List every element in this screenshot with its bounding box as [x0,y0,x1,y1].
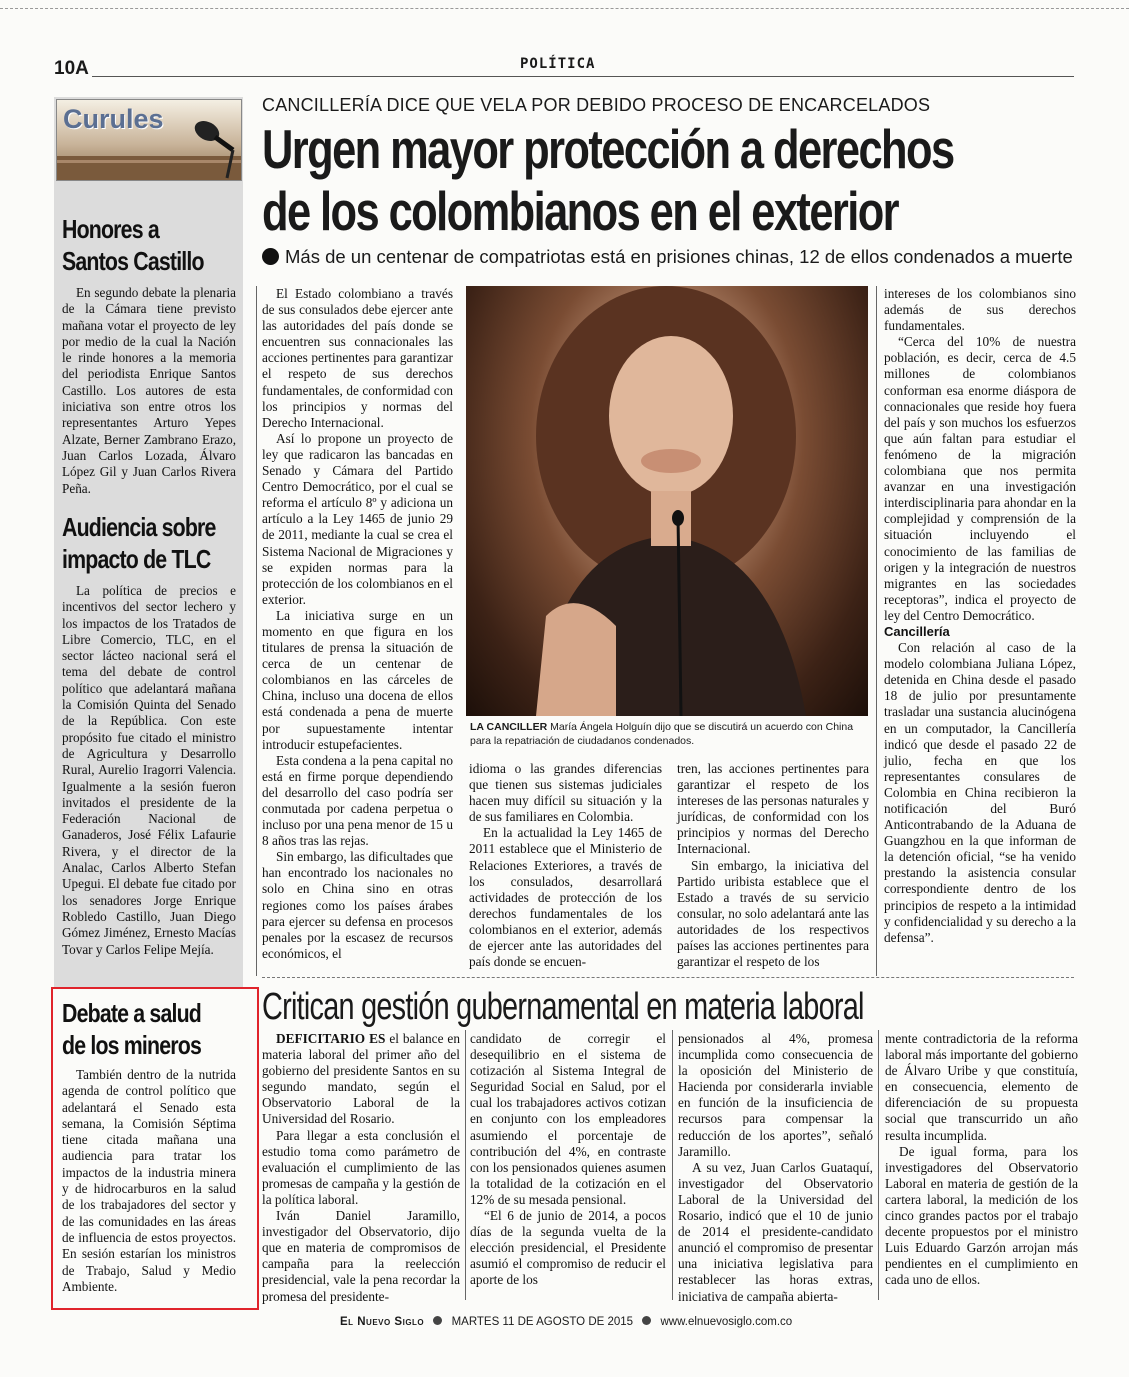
paragraph: candidato de corregir el desequilibrio en el sistema de cotización al Sistema Integral de Seguridad Social en Salud, por el cual los trabajadores activos cotizan en conjunto con los empleadores asumiendo el porcentaje de contribución del 4%, en contraste con los pensionados quienes asumen la totalidad de la cotización en el 12% de su mesada pensional. [470,1031,666,1207]
column-divider [878,1030,879,1300]
article-column [677,761,869,970]
article-column [884,286,1076,946]
paragraph: El Estado colombiano a través de sus consulados debe ejercer ante las autoridades del país donde se encuentren sus connacionales las acciones pertinentes para garantizar el respeto de sus derechos fundamentales, de conformidad con los principios y normas del Derecho Internacional. [262,286,453,430]
paragraph: Sin embargo, la iniciativa del Partido uribista establece que el Estado a través de su servicio consular, no solo adelantará ante las autoridades de los respectivos países las acciones pertinentes para garantizar el respeto de los [677,857,869,970]
top-cut-line [0,8,1129,9]
paragraph: pensionados al 4%, promesa incumplida como consecuencia de la oposición del Ministerio de Hacienda por considerarla inviable en función de la insuficiencia de recursos para compensar la reducción de los aportes”, señaló Jaramillo. [678,1031,873,1159]
paragraph: intereses de los colombianos sino además de sus derechos fundamentales. [884,286,1076,334]
bullet-icon [433,1316,442,1325]
paragraph: “El 6 de junio de 2014, a pocos días de la segunda vuelta de la elección presidencial, el Presidente asumió el compromiso de reducir el aporte de los [470,1208,666,1288]
paragraph: Sin embargo, las dificultades que han encontrado los nacionales no solo en China sino en otras regiones como los países árabes para ejercer su defensa en procesos penales por la escasez de recursos económicos, el [262,849,453,961]
paragraph: De igual forma, para los investigadores del Observatorio Laboral en materia de gestión de la cartera laboral, la medición de los cinco grandes pactos por el trabajo decente propuestos por el ministro Luis Eduardo Garzón arrojan más pendientes en el cumplimiento en cada uno de ellos. [885,1143,1078,1288]
microphone-icon [57,100,242,181]
headline-line: de los colombianos en el exterior [262,180,899,242]
footer-brand: El Nuevo Siglo [340,1316,425,1328]
sidebar-item [62,511,236,958]
column-divider [465,1030,466,1300]
paragraph: tren, las acciones pertinentes para garantizar el respeto de los intereses de las personas naturales y jurídicas, de conformidad con los principios y normas del Derecho Internacional. [677,761,869,857]
column-divider [256,286,257,976]
curules-logo-text: Curules [63,104,164,134]
paragraph: A su vez, Juan Carlos Guataquí, investigador del Observatorio Laboral de la Universidad del Rosario, indicó que el 10 de junio de 2014 el presidente-candidato anunció el compromiso de presentar una iniciativa legislativa para restablecer las horas extras, iniciativa de campaña abierta- [678,1159,873,1304]
paragraph: Iván Daniel Jaramillo, investigador del Observatorio, dijo que en materia de compromisos de campaña para la reelección presidencial, vale la pena recordar la promesa del presidente- [262,1208,460,1304]
sidebar-item-title: impacto de TLC [62,544,211,574]
sidebar-item-title: Santos Castillo [62,246,204,276]
header-rule [92,76,1074,77]
footer-url: www.elnuevosiglo.com.co [660,1316,793,1328]
article-column [470,1031,666,1289]
section-title: POLÍTICA [520,56,596,72]
paragraph: Así lo propone un proyecto de ley que radicaron las bancadas en Senado y Cámara del Partido Centro Democrático, por el cual se reforma el artículo 8º y adiciona un artículo a la Ley 1465 de junio 29 de 2011, mediante la cual se crea el Sistema Nacional de Migraciones y se expiden normas para la protección de los colombianos en el exterior. [262,430,453,607]
paragraph: “Cerca del 10% de nuestra población, es decir, cerca de 4.5 millones de colombianos conforman esa enorme diáspora de connacionales que reside hoy fuera del país y son muchos los esfuerzos que aún faltan para estudiar el fenómeno de la migración colombiana que nos permita avanzar en una investigación interdisciplinaria para ahondar en la complejidad y comprensión de la situación incluyendo el conocimiento de las familias de origen y la integración de nuestros migrantes en las sociedades receptoras”, indica el proyecto de ley del Centro Democrático. [884,334,1076,623]
caption-text: María Ángela Holguín dijo que se discutirá un acuerdo con China para la repatriación de ciudadanos condenados. [470,721,854,747]
paragraph: Para llegar a esta conclusión el estudio toma como parámetro de evaluación el cumplimiento de las promesas de campaña y la gestión de la política laboral. [262,1127,460,1207]
paragraph: Esta condena a la pena capital no está en firme porque dependiendo del desarrollo del caso podría ser conmutada por cadena perpetua o incluso por una pena menor de 15 u 8 años tras las rejas. [262,752,453,849]
caption-label: LA CANCILLER [470,721,548,733]
article-separator [262,977,1074,978]
article-column [678,1031,873,1305]
article-column [262,1031,460,1305]
article2-headline: Critican gestión gubernamental en materia laboral [262,986,864,1028]
subhead-cancilleria: Cancillería [884,623,950,639]
article-subheadline [262,246,1073,268]
article-column [469,761,662,970]
photo-caption [470,721,868,748]
headline-line: Urgen mayor protección a derechos [262,118,954,180]
photo-canciller [466,286,868,716]
column-divider [672,1030,673,1300]
bullet-icon [642,1316,651,1325]
sidebar-item-body: La política de precios e incentivos del sector lechero y los impactos de los Tratados de Libre Comercio, TLC, en el sector lácteo nacional será el tema del debate de control político que adelantará mañana la Comisión Quinta del Senado de la República. Con este propósito fue citado el ministro de Agricultura y Desarrollo Rural, Aurelio Iragorri Valencia. Igualmente a la sesión fueron invitados el presidente de la Federación Nacional de Ganaderos, José Félix Lafaurie Rivera, y el director de la Analac, Carlos Alberto Stefan Upegui. El debate fue citado por los senadores Jorge Enrique Robledo Castillo, Juan Diego Gómez Jiménez, Ernesto Macías Tovar y Carlos Felipe Mejía. [62,583,236,957]
sidebar-item-body: También dentro de la nutrida agenda de control político que adelantará el Senado esta semana, la Comisión Séptima tiene citada mañana una audiencia para tratar los impactos de la industria minera y de hidrocarburos en la salud de los trabajadores del sector y de las comunidades en las áreas de influencia de estos proyectos. En sesión estarían los ministros de Trabajo, Salud y Medio Ambiente. [62,1067,236,1294]
sidebar-item-title: de los mineros [62,1030,201,1060]
sidebar-item [62,213,236,497]
column-divider [876,286,877,976]
article-kicker: CANCILLERÍA DICE QUE VELA POR DEBIDO PROCESO DE ENCARCELADOS [262,95,931,115]
sidebar-item-title: Debate a salud [62,998,202,1028]
page-number: 10A [54,58,89,79]
article-column [262,286,453,962]
paragraph: En la actualidad la Ley 1465 de 2011 establece que el Ministerio de Relaciones Exteriores, a través de los consulados, desarrollará actividades de protección de los derechos fundamentales de los colombianos en el exterior, además de ejercer ante las autoridades del país donde se encuen- [469,825,662,970]
paragraph: mente contradictoria de la reforma laboral más importante del gobierno de Álvaro Uribe y que constituía, en consecuencia, elemento de diferenciación de su propuesta social que transcurrido un año resulta incumplida. [885,1031,1078,1143]
paragraph: La iniciativa surge en un momento en que figura en los titulares de prensa la situación de cerca de un centenar de colombianos en las cárceles de China, incluso una docena de ellos está condenada a pena de muerte por supuestamente intentar introducir estupefacientes. [262,607,453,752]
lead-text: el balance en materia laboral del primer año del gobierno del presidente Santos en su segundo mandato, según el Observatorio Laboral de la Universidad del Rosario. [262,1031,460,1127]
sidebar-item-title: Audiencia sobre [62,512,216,542]
sidebar-item-body: En segundo debate la plenaria de la Cámara tiene previsto mañana votar el proyecto de ley por medio de la cual la Nación le rinde honores a la memoria del periodista Enrique Santos Castillo. Los autores de esta iniciativa son entre otros los representantes Arturo Yepes Alzate, Berner Zambrano Erazo, Juan Carlos Lozada, Álvaro López Gil y Juan Carlos Rivera Peña. [62,285,236,496]
lead-word: DEFICITARIO ES [276,1031,386,1046]
footer-date: MARTES 11 DE AGOSTO DE 2015 [451,1316,634,1328]
article-headline [262,118,954,242]
article-column [885,1031,1078,1289]
paragraph: idioma o las grandes diferencias que tienen sus sistemas judiciales hacen muy difícil su situación y la de sus familiares en Colombia. [469,761,662,825]
page-footer [340,1316,792,1328]
sidebar-item [62,997,236,1295]
curules-logo [56,99,242,181]
paragraph: Con relación al caso de la modelo colombiana Juliana López, detenida en China desde el pasado 18 de julio por presuntamente trasladar una sustancia alucinógena en un computador, la Cancillería indicó que desde el pasado 22 de julio, fecha en que los representantes consulares de Colombia en China recibieron la notificación del Buró Anticontrabando de la Aduana de Guangzhou en la que informan de la detención oficial, “se ha venido prestando la asistencia consular correspondiente dentro de los principios de respeto a la intimidad y confidencialidad y su derecho a la defensa”. [884,640,1076,945]
subheadline-text: Más de un centenar de compatriotas está en prisiones chinas, 12 de ellos condenados a muerte [285,246,1073,267]
bullet-icon [262,248,279,265]
canciller-portrait [466,286,868,716]
paragraph [262,1031,460,1128]
sidebar-item-title: Honores a [62,214,159,244]
